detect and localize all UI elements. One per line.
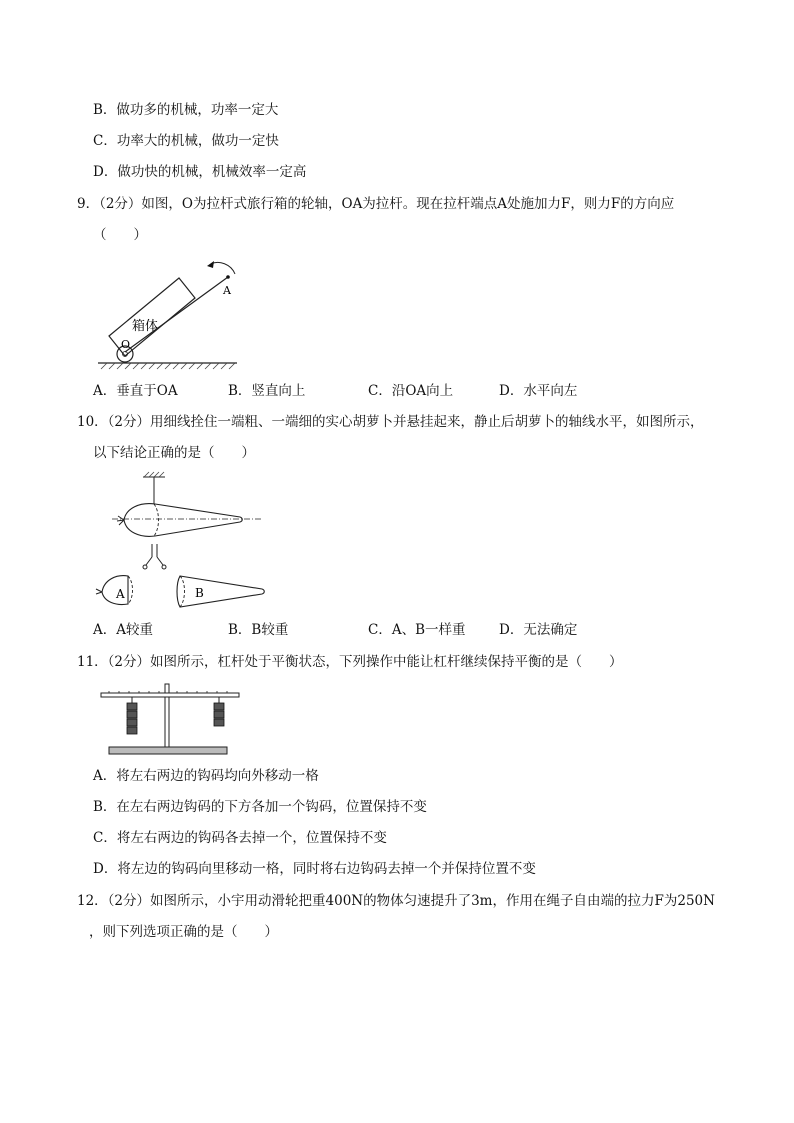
q8-option-b: B．做功多的机械，功率一定大 (93, 102, 279, 118)
left-weights (127, 697, 137, 734)
piece-a-cut (128, 576, 133, 604)
q11-option-c: C．将左右两边的钩码各去掉一个，位置保持不变 (93, 830, 387, 846)
right-weights (214, 697, 224, 726)
force-arc (211, 262, 235, 274)
q8-option-c: C．功率大的机械，做功一定快 (93, 133, 279, 149)
ceiling-hatching (144, 472, 164, 477)
q9-option-b: B．竖直向上 (228, 383, 306, 399)
ground-hatching (101, 363, 235, 369)
q9-blank: （ ） (93, 227, 147, 243)
q12-stem: 12．（2分）如图所示，小宇用动滑轮把重400N的物体匀速提升了3m，作用在绳子自由端的拉力F为250N (77, 893, 715, 909)
q11-stem: 11．（2分）如图所示，杠杆处于平衡状态，下列操作中能让杠杆继续保持平衡的是（ ） (77, 654, 623, 670)
piece-a-label: A (116, 587, 125, 601)
q11-option-a: A．将左右两边的钩码均向外移动一格 (93, 768, 319, 784)
lever-bar (101, 693, 239, 697)
point-o-label: O (121, 338, 131, 351)
whole-carrot (124, 504, 242, 537)
q9-option-c: C．沿OA向上 (368, 383, 454, 399)
scissors-icon (143, 544, 166, 569)
q9-suitcase-figure (95, 252, 245, 377)
box-label: 箱体 (132, 319, 159, 334)
q10-stem-continued: 以下结论正确的是（ ） (93, 445, 255, 461)
q11-option-d: D．将左边的钩码向里移动一格，同时将右边钩码去掉一个并保持位置不变 (93, 861, 536, 877)
q12-stem-continued: ，则下列选项正确的是（ ） (89, 924, 278, 940)
q9-option-a: A．垂直于OA (93, 383, 178, 399)
force-arrowhead (207, 261, 214, 268)
q11-option-b: B．在左右两边钩码的下方各加一个钩码，位置保持不变 (93, 799, 427, 815)
q9-stem: 9．（2分）如图，O为拉杆式旅行箱的轮轴，OA为拉杆。现在拉杆端点A处施加力F，则力F的方向应 (77, 196, 675, 212)
q10-option-c: C．A、B一样重 (368, 622, 466, 638)
q10-option-d: D．无法确定 (499, 622, 578, 638)
q9-option-d: D．水平向左 (499, 383, 578, 399)
q8-option-d: D．做功快的机械，机械效率一定高 (93, 164, 307, 180)
carrot-stem (117, 516, 124, 525)
point-a-label: A (223, 284, 231, 297)
q10-option-b: B．B较重 (228, 622, 289, 638)
point-a-dot (226, 275, 230, 279)
lever-base (109, 747, 227, 754)
q10-stem: 10．（2分）用细线拴住一端粗、一端细的实心胡萝卜并悬挂起来，静止后胡萝卜的轴线水平，如图所示， (77, 414, 704, 430)
q10-option-a: A．A较重 (93, 622, 153, 638)
q10-carrot-figure (100, 472, 270, 612)
piece-b-label: B (195, 586, 204, 600)
q11-lever-figure (95, 680, 245, 760)
piece-a-stem (96, 589, 102, 594)
piece-b (177, 576, 264, 607)
